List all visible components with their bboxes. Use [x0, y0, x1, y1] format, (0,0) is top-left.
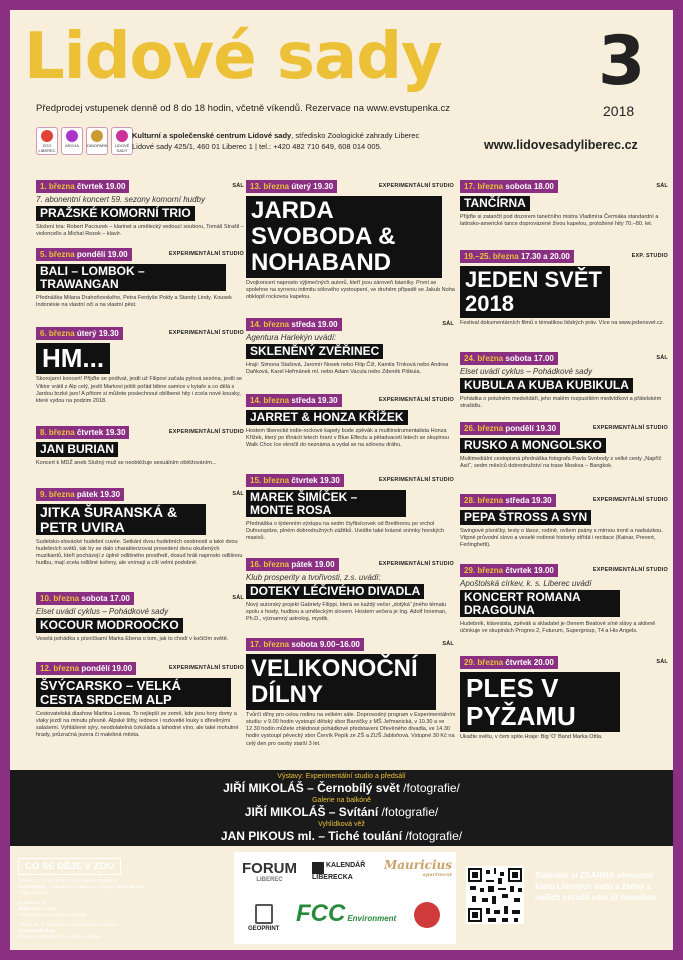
forum-logo: FORUM LIBEREC [242, 860, 297, 883]
event-date: 16. března pátek 19.00 [246, 558, 339, 571]
event-description: Tvůrčí dílny pro celou rodinu na velkém sále. Doprovodný program v Experimentálním studiu: v 9.00 hodin vystoupí dětský sbor Barvičky z MŠ Jeřmanická, v 10.30 a ve 12.30 hodin můžete zhlédnout pohádkové představení Dřevěného divadla, ve 14.30 hodin vystoupí pěvecký sbor Červík Pepík ze ZŠ a ZUŠ Jabloňová. Vstupné 30 Kč na celý den pro osoby starší 3 let. [246, 711, 456, 747]
event-card [460, 180, 670, 228]
event-card [36, 180, 246, 238]
event-venue: SÁL [442, 321, 454, 327]
event-venue: EXPERIMENTÁLNÍ STUDIO [168, 429, 244, 435]
event-description: Multimediální cestopisná přednáška fotografa Pavla Svobody z velké cesty „Napříč Asií“, sedm měsíců dobrodružství na trase Moskva – Bangkok. [460, 456, 662, 470]
event-subtitle: Elset uvádí cyklus – Pohádkové sady [36, 607, 169, 616]
event-title: JARDA SVOBODA & NOHABAND [246, 196, 442, 278]
kalendar-logo: KALENDÁŘ LIBERECKA [312, 862, 366, 881]
event-card [460, 250, 670, 328]
event-card [36, 327, 246, 405]
event-date: 1. března čtvrtek 19.00 [36, 180, 129, 193]
event-date: 24. března sobota 17.00 [460, 352, 558, 365]
event-venue: SÁL [232, 595, 244, 601]
event-date: 15. března čtvrtek 19.30 [246, 474, 344, 487]
event-description: Ukažte světu, v čem spíte.Hraje: Big 'O' Band Marka Ottla. [460, 734, 603, 741]
lidove-sady-logo: LIDOVÉ SADY [111, 127, 133, 155]
event-venue: EXPERIMENTÁLNÍ STUDIO [168, 665, 244, 671]
event-card [246, 638, 456, 748]
event-venue: EXPERIMENTÁLNÍ STUDIO [378, 477, 454, 483]
event-venue: EXPERIMENTÁLNÍ STUDIO [378, 183, 454, 189]
event-card [460, 494, 670, 550]
event-date: 5. března pondělí 19.00 [36, 248, 132, 261]
event-title: PRAŽSKÉ KOMORNÍ TRIO [36, 206, 195, 221]
event-title: DOTEKY LÉČIVÉHO DIVADLA [246, 584, 424, 599]
event-date: 14. března středa 19.00 [246, 318, 342, 331]
event-card [246, 180, 456, 301]
archa-logo: ARCHA [61, 127, 83, 155]
exhibition-label: Galerie na balkóně [312, 797, 371, 804]
event-description: Hostem liberecké indie-rockové kapely bude zpěvák a multiinstrumentalista Honza Křížek, který po třinácti letech hraní v Blue Effectu a pětadvaceti letech se skupinou Walk Choc Ice vkročil do neznáma a vydal se na sólovou dráhu. [246, 428, 449, 449]
zoo-title: CO SE DĚJE V ZOO [18, 858, 121, 875]
event-title: KOCOUR MODROOČKO [36, 618, 183, 633]
exhibition-item: JAN PIKOUS ml. – Tiché toulání /fotografie/ [220, 829, 463, 843]
event-subtitle: Apoštolská církev, k. s. Liberec uvádí [460, 579, 592, 588]
event-venue: EXPERIMENTÁLNÍ STUDIO [592, 497, 668, 503]
event-venue: SÁL [232, 183, 244, 189]
event-date: 26. března pondělí 19.30 [460, 422, 560, 435]
exhibitions-bar [10, 770, 673, 846]
org-contact: Lidové sady 425/1, 460 01 Liberec 1 | tel.: +420 482 710 649, 608 014 005. [132, 142, 382, 151]
mauricius-logo: Mauricius apartment [384, 858, 453, 878]
event-venue: EXPERIMENTÁLNÍ STUDIO [168, 251, 244, 257]
event-date: 14. března středa 19.30 [246, 394, 342, 407]
event-description: Swingové písničky, texty o lásce, rodině, ovšem psány s mírnou ironií a nadsázkou. Vtipné průvodní slovo a veselé rodinné historky střídá i recitace (Kainar, Prevert, Ferlinghetti). [460, 528, 663, 549]
zoo-liberec-logo: ZOO LIBEREC [36, 127, 58, 155]
event-title: BALI – LOMBOK – TRAWANGAN [36, 264, 226, 291]
event-description: Přednáška o týdenním výstupu na sedm čtyřtisícovek od Breithornu po vrchol Dufourspitze, plném dobrodružných zážitků. Uvidíte také krásné snímky horských masivů. [246, 520, 445, 541]
org-address [132, 130, 452, 152]
event-description: Hudebník, klávesista, zpěvák a skladatel je členem Beatové síně slávy a aktivně účinkuje ve skupinách Progres 2, Futurum, Supergroup, T4 a His Angels. [460, 620, 656, 634]
event-title: KUBULA A KUBA KUBIKULA [460, 378, 633, 393]
event-date: 17. března sobota 9.00–16.00 [246, 638, 364, 651]
event-venue: EXP. STUDIO [631, 253, 668, 259]
event-description: Hrají: Simona Stašová, Jaromír Nosek nebo Filip Číž, Kamila Trnková nebo Andrea Daňková, Karel Heřmánek ml. nebo Adam Vacula nebo Zdeněk Piškula. [246, 362, 449, 376]
event-card [460, 352, 670, 410]
event-subtitle: Agentura Harlekýn uvádí: [246, 333, 337, 342]
event-subtitle: Klub prosperity a tvořivosti, z.s. uvádí: [246, 573, 381, 582]
event-subtitle: 7. abonentní koncert 59. sezony komorní hudby [36, 195, 205, 204]
event-date: 9. března pátek 19.30 [36, 488, 124, 501]
event-venue: SÁL [656, 183, 668, 189]
event-card [36, 592, 246, 643]
event-date: 10. března sobota 17.00 [36, 592, 134, 605]
event-description: Složení tria: Robert Pacourek – klarinet a umělecký vedoucí souboru, Tomáš Strašil – violoncello a Michal Rezek – klavír. [36, 224, 244, 238]
website-link[interactable]: www.lidovesadyliberec.cz [484, 138, 638, 152]
event-description: Cestovatelská diashow Martina Loewa. To nejlepší ze země, kde jsou hory domy a vlaky jezdí na minutu přesně. Alpské štíty, ledovce i rozkvetlé louky s dřevěnými salaśemi. Vyhlášené sýry, neodolatelná čokoláda a lahodné víno, ale také mohutné hrady, průzračná jezera či malebná města. [36, 710, 239, 739]
event-description: Nový autorský projekt Gabriely Filippi, která se každý večer „dotýká“ jiného tématu spolu s hosty, hudbou a uměleckým slovem. Hostem večera je Ing. Adolf Inneman, Ph.D., významný astrolog, mystik. [246, 602, 447, 623]
event-description: Veselá pohádka s písničkami Marka Ebena o tom, jak to chodí v kočičím světě. [36, 636, 229, 642]
event-title: KONCERT ROMANA DRAGOUNA [460, 590, 620, 617]
event-title: RUSKO A MONGOLSKO [460, 438, 606, 453]
event-card [36, 426, 246, 467]
event-date: 6. března úterý 19.30 [36, 327, 123, 340]
fcc-logo: FCC Environment [296, 900, 397, 927]
geoprint-logo: GEOPRINT [248, 904, 279, 932]
app-promo-text: Stáhněte si ZDARMA věrnostní kartu Lidových sadů a žádný z našich pořadů vám již neunikne. [535, 871, 659, 902]
qr-code-icon[interactable] [466, 866, 524, 924]
event-title: TANČÍRNA [460, 196, 530, 211]
event-date: 19.–25. března 17.30 a 20.00 [460, 250, 574, 263]
poster-title: Lidové sady [24, 20, 442, 94]
event-venue: SÁL [656, 355, 668, 361]
issue-number: 3 [598, 22, 646, 101]
event-title: JEDEN SVĚT 2018 [460, 266, 610, 318]
event-title: PEPA ŠTROSS A SYN [460, 510, 591, 525]
event-title: JITKA ŠURANSKÁ & PETR UVIRA [36, 504, 206, 535]
event-card [36, 662, 246, 739]
sponsors-box [234, 852, 456, 944]
event-date: 13. března úterý 19.30 [246, 180, 337, 193]
event-description: Koncert k MDŽ aneb Slušný muž se neobtěžuje sexuálním obtěžováním... [36, 460, 217, 466]
event-venue: EXPERIMENTÁLNÍ STUDIO [592, 425, 668, 431]
zoo-item: Středa 28. 3. od 18.00 hodin, budova ZooExpo ZooKaleidoskop Ochrana mořských želv. Vstup zdarma. [18, 923, 118, 940]
event-venue: EXPERIMENTÁLNÍ STUDIO [378, 397, 454, 403]
event-date: 17. března sobota 18.00 [460, 180, 558, 193]
event-venue: SÁL [656, 659, 668, 665]
exhibition-label: Výstavy: Experimentální studio a předsálí [277, 773, 406, 780]
event-title: VELIKONOČNÍ DÍLNY [246, 654, 436, 710]
event-title: JARRET & HONZA KŘÍŽEK [246, 410, 408, 425]
event-subtitle: Elset uvádí cyklus – Pohádkové sady [460, 367, 593, 376]
event-venue: EXPERIMENTÁLNÍ STUDIO [378, 561, 454, 567]
event-venue: SÁL [232, 491, 244, 497]
exhibition-item: JIŘÍ MIKOLÁŠ – Černobílý svět /fotografie/ [223, 781, 460, 795]
event-title: ŠVÝCARSKO – VELKÁ CESTA SRDCEM ALP [36, 678, 231, 707]
event-card [36, 248, 246, 309]
event-date: 28. března středa 19.30 [460, 494, 556, 507]
event-date: 29. března čtvrtek 20.00 [460, 656, 558, 669]
dinopark-logo: DINOPARK [86, 127, 108, 155]
event-date: 29. března čtvrtek 19.00 [460, 564, 558, 577]
presale-info: Předprodej vstupenek denně od 8 do 18 hodin, včetně víkendů. Rezervace na www.evstupenka.cz [36, 103, 451, 114]
org-subtitle: , středisko Zoologické zahrady Liberec [291, 131, 420, 140]
event-description: Festival dokumentárních filmů s tématikou lidských práv. Více na www.jedensvet.cz. [460, 320, 665, 327]
event-card [460, 422, 670, 470]
event-description: Sudetsko-slovácké hudební cuvée. Setkání dvou hudebních osobností a také dvou hudebních světů, tak by se dalo charakterizovat provedení dvou okušených muzikantů, kteří pocházejí z úplně odlišného prostředí, dosud hráli naprosto odlišnou hudbu, mají zcela odlišné kořeny, ale vnímají a cítí velmi podobně. [36, 538, 243, 567]
event-card [246, 318, 456, 376]
event-title: HM... [36, 343, 110, 374]
exhibition-item: JIŘÍ MIKOLÁŠ – Svítání /fotografie/ [244, 805, 439, 819]
strawberry-logo [414, 902, 440, 928]
event-description: Skorojarní koncert! Přijďte se podívat, jestli už Filipovi začala pylová sezóna, jestli se Viktor vrátil z Alp celý, jestli Markovi ještě pořád bibne samice v kytaře a co dělá s Jardou brzké jaro! A přitom si můžete poslechnout oblíbené hity i zcela nové kousky, které vydou na podzim 2018. [36, 376, 243, 404]
zoo-item: Středa 14. 3. od 18.00 hodin, budova ZooExpo ZooObjektiv – pravidelné setkání se zoology liberecké zoo Vstup zdarma. [18, 879, 144, 896]
event-card [246, 558, 456, 624]
event-title: MAREK ŠIMÍČEK – MONTE ROSA [246, 490, 406, 517]
event-card [460, 564, 670, 635]
event-description: Přijďte si zatančit pod dozorem tanečního mistra Vladimíra Čermáka standardní a latinsko-americké tance doprovázené živou kapelou, proložené hity 70.–80. let. [460, 214, 659, 228]
event-card [246, 474, 456, 542]
event-date: 8. března čtvrtek 19.30 [36, 426, 129, 439]
event-description: Pohádka o potulném medvědáři, jeho malém rozpustilém medvídkovi a přátelském strašidlu. [460, 396, 662, 410]
zoo-item: Sobota 24. 3. Velikonoce v zoo Tématický kvíz v areálu zahrady [18, 901, 87, 918]
event-card [246, 394, 456, 450]
event-card [36, 488, 246, 568]
event-title: PLES V PYŽAMU [460, 672, 620, 732]
exhibition-label: Vyhlídková věž [318, 821, 365, 828]
event-description: Dvojkoncert naprosto výjimečných autorů, kteří jsou zároveň básníky. První se spolehne na syrovou intimitu sólového vystoupení, ve druhém případě se Jakub Noha obklopil rockovou kapelou. [246, 279, 455, 301]
org-name: Kulturní a společenské centrum Lidové sady [132, 131, 292, 140]
event-card [460, 656, 670, 741]
event-venue: SÁL [442, 641, 454, 647]
event-date: 12. března pondělí 19.00 [36, 662, 136, 675]
event-venue: EXPERIMENTÁLNÍ STUDIO [168, 330, 244, 336]
event-description: Přednáška Milana Drahoňovského, Petra Ferdyše Poldy a Standy Lindy. Kousek Indonésie na vlastní oči a na vlastní pěst. [36, 294, 232, 308]
event-title: JAN BURIAN [36, 442, 118, 457]
event-title: SKLENĚNÝ ZVĚŘINEC [246, 344, 383, 359]
issue-year: 2018 [603, 103, 635, 119]
zoo-section [18, 856, 223, 946]
event-venue: EXPERIMENTÁLNÍ STUDIO [592, 567, 668, 573]
